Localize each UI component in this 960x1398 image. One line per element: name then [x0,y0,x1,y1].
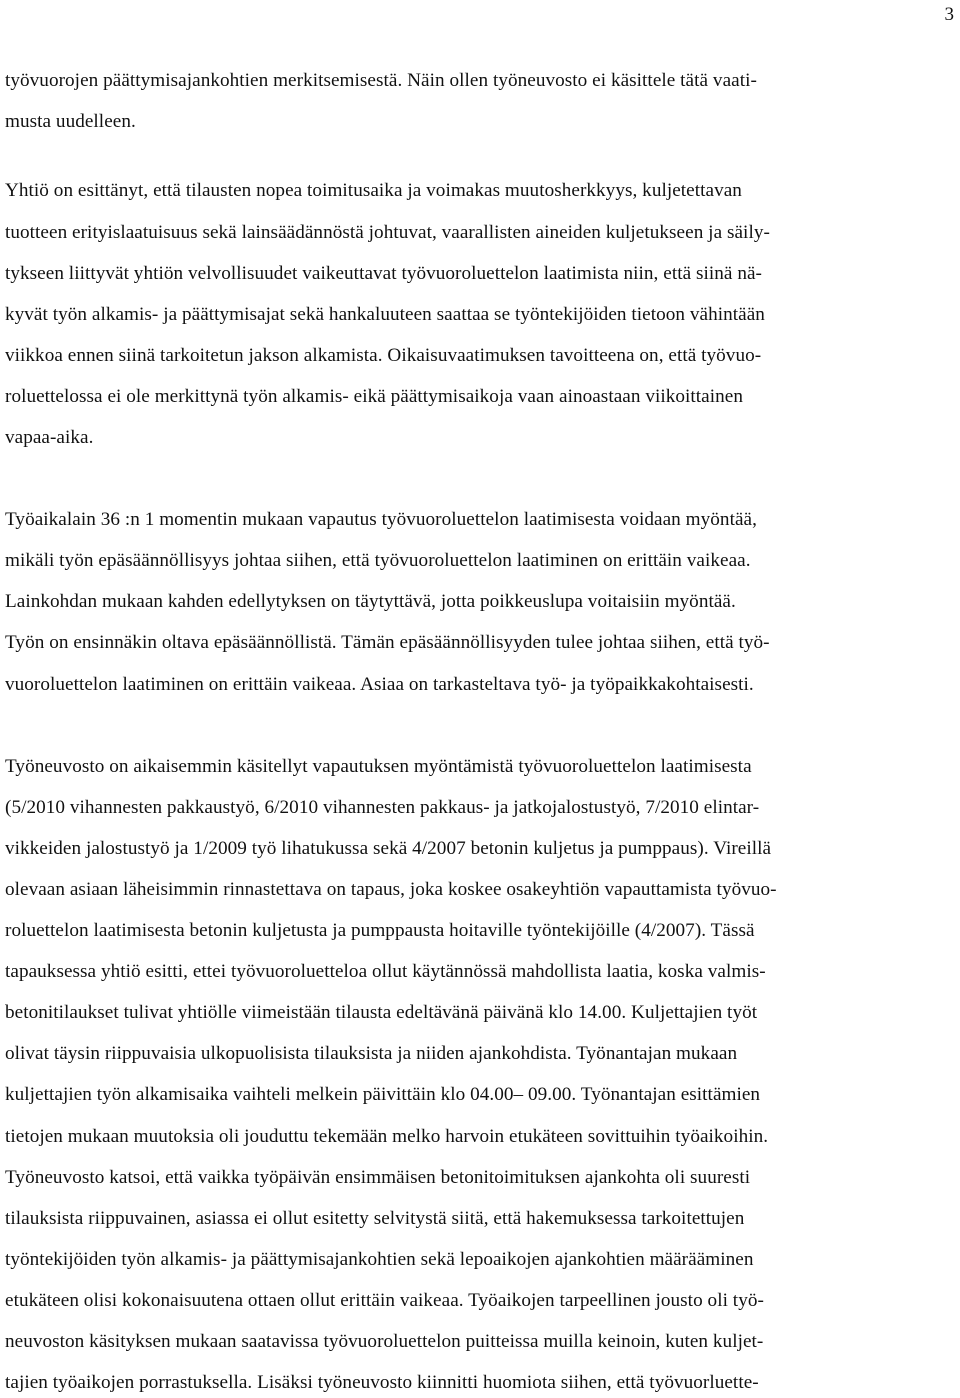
text-line: Työneuvosto katsoi, että vaikka työpäivän ensimmäisen betonitoimituksen ajankohta oli suuresti [5,1167,751,1188]
text-line: tietojen mukaan muutoksia oli jouduttu tekemään melko harvoin etukäteen sovittuihin työaikoihin. [5,1126,769,1147]
text-line: viikkoa ennen siinä tarkoitetun jakson alkamista. Oikaisuvaatimuksen tavoitteena on, että työvuo- [5,345,762,366]
text-line: tapauksessa yhtiö esitti, ettei työvuoroluetteloa ollut käytännössä mahdollista laatia, koska valmis- [5,961,766,982]
text-line: vikkeiden jalostustyö ja 1/2009 työ lihatukussa sekä 4/2007 betonin kuljetus ja pumppaus). Vireillä [5,838,772,859]
text-line: tilauksista riippuvainen, asiassa ei ollut esitetty selvitystä siitä, että hakemuksessa tarkoitettujen [5,1208,745,1229]
text-line: tuotteen erityislaatuisuus sekä lainsäädännöstä johtuvat, vaarallisten aineiden kuljetukseen ja säily- [5,222,770,243]
text-line: neuvoston käsityksen mukaan saatavissa työvuoroluettelon puitteissa muilla keinoin, kuten kuljet- [5,1331,764,1352]
text-line: vuoroluettelon laatiminen on erittäin vaikeaa. Asiaa on tarkasteltava työ- ja työpaikkakohtaisesti. [5,674,754,695]
text-line: Yhtiö on esittänyt, että tilausten nopea toimitusaika ja voimakas muutosherkkyys, kuljetettavan [5,180,742,201]
text-line: kyvät työn alkamis- ja päättymisajat sekä hankaluuteen saattaa se työntekijöiden tietoon vähintään [5,304,765,325]
text-line: Työneuvosto on aikaisemmin käsitellyt vapautuksen myöntämistä työvuoroluettelon laatimisesta [5,756,752,777]
text-line: olevaan asiaan läheisimmin rinnastettava on tapaus, joka koskee osakeyhtiön vapauttamista työvuo- [5,879,777,900]
text-line: vapaa-aika. [5,427,94,448]
text-line: betonitilaukset tulivat yhtiölle viimeistään tilausta edeltävänä päivänä klo 14.00. Kuljettajien työt [5,1002,758,1023]
text-line: Työn on ensinnäkin oltava epäsäännöllistä. Tämän epäsäännöllisyyden tulee johtaa siihen, että työ- [5,632,770,653]
text-line: etukäteen olisi kokonaisuutena ottaen ollut erittäin vaikeaa. Työaikojen tarpeellinen jousto oli työ- [5,1290,764,1311]
text-line: roluettelossa ei ole merkittynä työn alkamis- eikä päättymisaikoja vaan ainoastaan viikoittainen [5,386,743,407]
text-line: olivat täysin riippuvaisia ulkopuolisista tilauksista ja niiden ajankohdista. Työnantajan mukaan [5,1043,738,1064]
text-line: työvuorojen päättymisajankohtien merkitsemisestä. Näin ollen työneuvosto ei käsittele tätä vaati- [5,70,757,91]
text-line: tajien työaikojen porrastuksella. Lisäksi työneuvosto kiinnitti huomiota siihen, että työvuorluette- [5,1372,759,1393]
page-number: 3 [944,4,954,25]
text-line: Lainkohdan mukaan kahden edellytyksen on täytyttävä, jotta poikkeuslupa voitaisiin myöntää. [5,591,736,612]
text-line: musta uudelleen. [5,111,136,132]
text-line: roluettelon laatimisesta betonin kuljetusta ja pumppausta hoitaville työntekijöille (4/2007). Tässä [5,920,755,941]
text-line: tykseen liittyvät yhtiön velvollisuudet vaikeuttavat työvuoroluettelon laatimista niin, että siinä nä- [5,263,762,284]
text-line: Työaikalain 36 :n 1 momentin mukaan vapautus työvuoroluettelon laatimisesta voidaan myöntää, [5,509,757,530]
text-line: työntekijöiden työn alkamis- ja päättymisajankohtien sekä lepoaikojen ajankohtien määrääminen [5,1249,754,1270]
text-line: mikäli työn epäsäännöllisyys johtaa siihen, että työvuoroluettelon laatiminen on erittäin vaikeaa. [5,550,751,571]
text-line: kuljettajien työn alkamisaika vaihteli melkein päivittäin klo 04.00– 09.00. Työnantajan esittämien [5,1084,761,1105]
text-line: (5/2010 vihannesten pakkaustyö, 6/2010 vihannesten pakkaus- ja jatkojalostustyö, 7/2010 elintar- [5,797,760,818]
